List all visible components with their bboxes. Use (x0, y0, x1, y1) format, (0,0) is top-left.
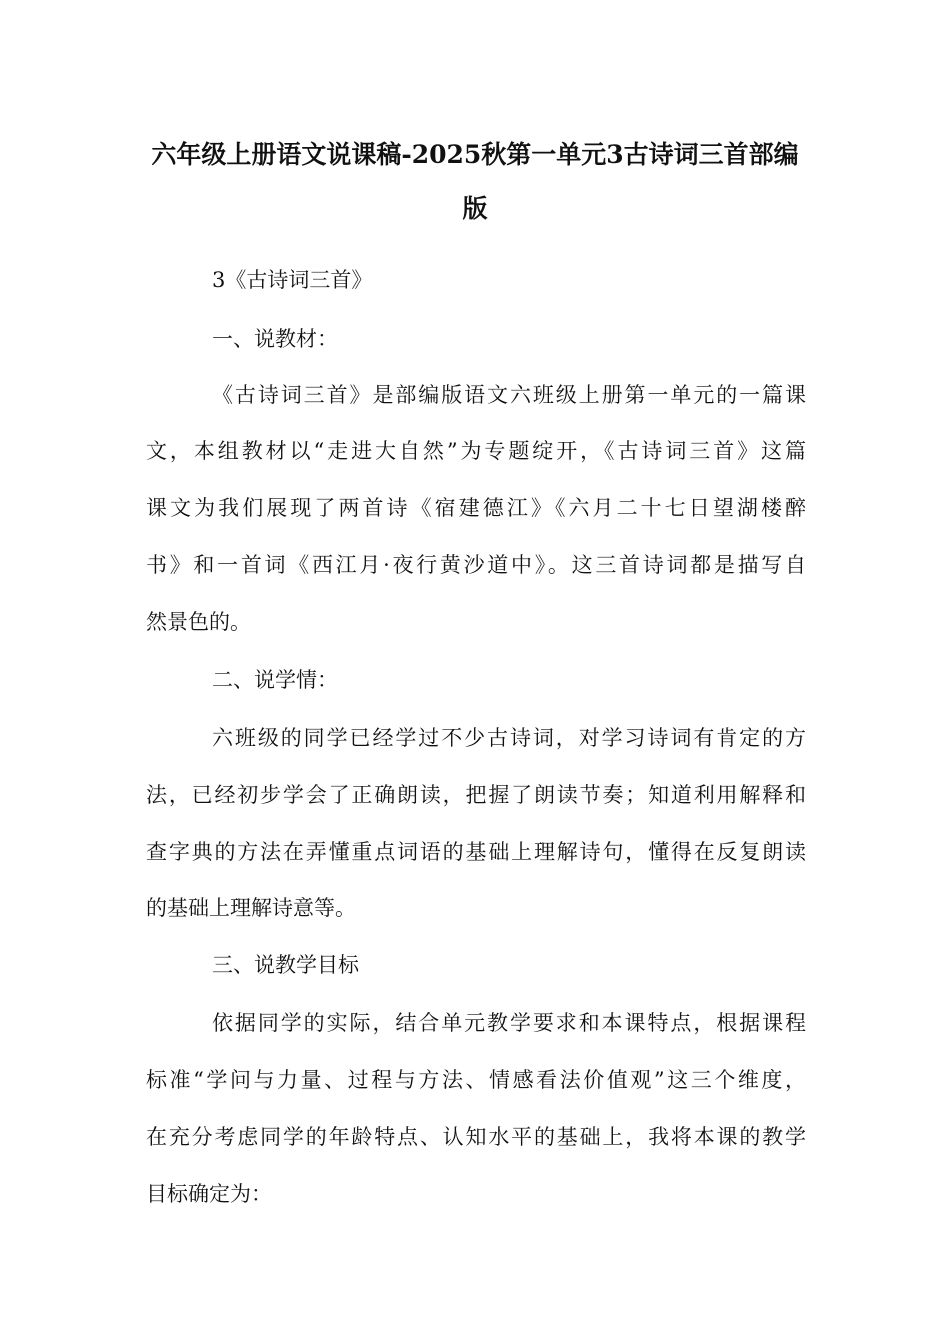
paragraph-line: 标准“学问与力量、过程与方法、情感看法价值观”这三个维度， (146, 1068, 806, 1092)
lesson-subtitle: 3《古诗词三首》 (212, 268, 373, 292)
paragraph-line: 查字典的方法在弄懂重点词语的基础上理解诗句，懂得在反复朗读 (146, 840, 806, 864)
document-title-line-1: 六年级上册语文说课稿-2025秋第一单元3古诗词三首部编 (151, 140, 799, 169)
paragraph-line: 的基础上理解诗意等。 (146, 896, 356, 920)
section-heading: 一、说教材： (212, 327, 338, 351)
section-heading: 三、说教学目标 (212, 953, 359, 977)
paragraph-line: 然景色的。 (146, 610, 251, 634)
paragraph-line: 文，本组教材以“走进大自然”为专题绽开，《古诗词三首》这篇 (146, 439, 806, 463)
paragraph-line: 六班级的同学已经学过不少古诗词，对学习诗词有肯定的方 (212, 726, 806, 750)
paragraph-line: 在充分考虑同学的年龄特点、认知水平的基础上，我将本课的教学 (146, 1125, 806, 1149)
paragraph-line: 目标确定为： (146, 1182, 272, 1206)
paragraph-line: 依据同学的实际，结合单元教学要求和本课特点，根据课程 (212, 1011, 806, 1035)
document-title-line-2: 版 (462, 194, 488, 223)
paragraph-line: 课文为我们展现了两首诗《宿建德江》《六月二十七日望湖楼醉 (146, 496, 806, 520)
paragraph-line: 法，已经初步学会了正确朗读，把握了朗读节奏；知道利用解释和 (146, 783, 806, 807)
paragraph-line: 书》和一首词《西江月·夜行黄沙道中》。这三首诗词都是描写自 (146, 553, 806, 577)
paragraph-line: 《古诗词三首》是部编版语文六班级上册第一单元的一篇课 (212, 383, 806, 407)
section-heading: 二、说学情： (212, 668, 338, 692)
